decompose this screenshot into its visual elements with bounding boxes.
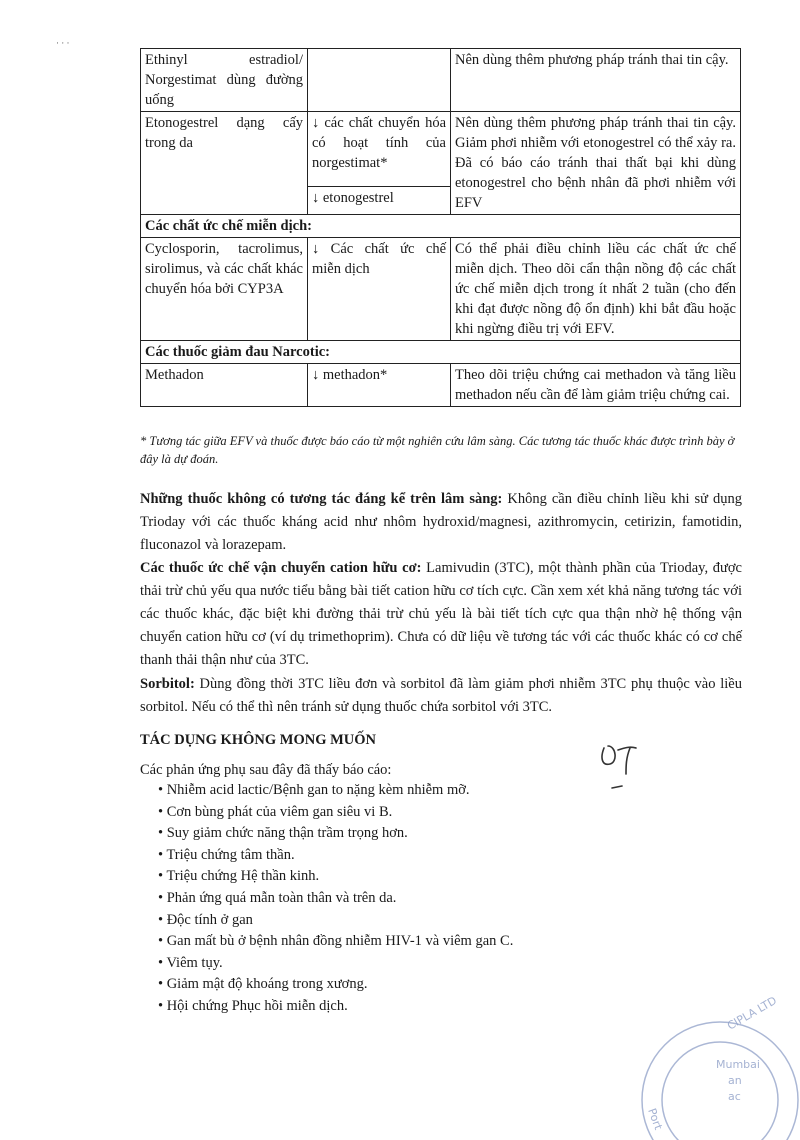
company-stamp [610, 990, 800, 1140]
list-item: • Phản ứng quá mẫn toàn thân và trên da. [158, 888, 513, 910]
paragraph-sorbitol [140, 673, 742, 719]
table-row [141, 112, 741, 187]
table-row [141, 364, 741, 407]
paragraph-cation-transport [140, 557, 742, 672]
group-heading: Các thuốc giảm đau Narcotic: [141, 341, 741, 364]
effect-cell: ↓ methadon* [308, 364, 451, 407]
list-item: • Viêm tụy. [158, 953, 513, 975]
table-group-row [141, 215, 741, 238]
table-row [141, 238, 741, 341]
list-item: • Gan mất bù ở bệnh nhân đồng nhiễm HIV-1 và viêm gan C. [158, 931, 513, 953]
drug-cell: Cyclosporin, tacrolimus, sirolimus, và các chất khác chuyển hóa bởi CYP3A [141, 238, 308, 341]
stamp-label: CIPLA LTD [725, 993, 779, 1033]
list-item: • Suy giảm chức năng thận trầm trọng hơn. [158, 823, 513, 845]
paragraph-heading: Sorbitol: [140, 676, 195, 692]
stamp-label: Mumbai [716, 1058, 760, 1071]
section-title: TÁC DỤNG KHÔNG MONG MUỐN [140, 732, 377, 748]
effect-cell [308, 49, 451, 112]
effect-cell: ↓ etonogestrel [308, 187, 451, 215]
stamp-label: ac [728, 1090, 741, 1103]
paragraph-heading: Những thuốc không có tương tác đáng kể trên lâm sàng: [140, 491, 503, 507]
list-item: • Triệu chứng tâm thần. [158, 845, 513, 867]
list-item: • Hội chứng Phục hồi miễn dịch. [158, 996, 513, 1018]
drug-cell: Ethinyl estradiol/ Norgestimat dùng đường uống [141, 49, 308, 112]
list-item: • Giảm mật độ khoáng trong xương. [158, 974, 513, 996]
paragraph-heading: Các thuốc ức chế vận chuyển cation hữu cơ: [140, 560, 422, 576]
stamp-label: Port [645, 1106, 665, 1132]
paragraph-no-interaction [140, 488, 742, 557]
table-footnote: * Tương tác giữa EFV và thuốc được báo cáo từ một nghiên cứu lâm sàng. Các tương tác thuốc khác được trình bày ở đây là dự đoán. [140, 434, 735, 466]
table-row [141, 49, 741, 112]
corner-mark: · · · [56, 38, 70, 48]
handwritten-signature [596, 736, 656, 796]
comment-cell: Theo dõi triệu chứng cai methadon và tăng liều methadon nếu cần để làm giảm triệu chứng cai. [451, 364, 741, 407]
section-intro: Các phản ứng phụ sau đây đã thấy báo cáo: [140, 762, 392, 778]
effect-cell: ↓ Các chất ức chế miễn dịch [308, 238, 451, 341]
table-group-row [141, 341, 741, 364]
list-item: • Độc tính ở gan [158, 910, 513, 932]
list-item: • Triệu chứng Hệ thần kinh. [158, 866, 513, 888]
list-item: • Cơn bùng phát của viêm gan siêu vi B. [158, 802, 513, 824]
drug-cell: Methadon [141, 364, 308, 407]
paragraph-text: Dùng đồng thời 3TC liều đơn và sorbitol đã làm giảm phơi nhiễm 3TC phụ thuộc vào liều sorbitol. Nếu có thể thì nên tránh sử dụng thuốc chứa sorbitol với 3TC. [140, 676, 742, 715]
group-heading: Các chất ức chế miễn dịch: [141, 215, 741, 238]
comment-cell: Nên dùng thêm phương pháp tránh thai tin cậy. [451, 49, 741, 112]
comment-cell: Nên dùng thêm phương pháp tránh thai tin cậy. Giảm phơi nhiễm với etonogestrel có thể xảy ra. Đã có báo cáo tránh thai thất bại khi dùng etonogestrel cho bệnh nhân đã phơi nhiễm với EFV [451, 112, 741, 215]
drug-interaction-table [140, 48, 741, 407]
list-item: • Nhiễm acid lactic/Bệnh gan to nặng kèm nhiễm mỡ. [158, 780, 513, 802]
paragraph-text: Không cần điều chỉnh liều khi sử dụng Trioday với các thuốc kháng acid như nhôm hydroxid/magnesi, azithromycin, cetirizin, famotidin, fluconazol và lorazepam. [140, 491, 742, 553]
comment-cell: Có thể phải điều chỉnh liều các chất ức chế miễn dịch. Theo dõi cẩn thận nồng độ các chất ức chế miễn dịch trong ít nhất 2 tuần (cho đến khi đạt được nồng độ ổn định) khi bắt đầu hoặc khi ngừng điều trị với EFV. [451, 238, 741, 341]
drug-cell: Etonogestrel dạng cấy trong da [141, 112, 308, 215]
effect-cell: ↓ các chất chuyển hóa có hoạt tính của norgestimat* [308, 112, 451, 187]
stamp-label: an [728, 1074, 742, 1087]
adverse-effects-list [158, 780, 513, 1018]
paragraph-text: Lamivudin (3TC), một thành phần của Trioday, được thải trừ chủ yếu qua nước tiểu bằng bài tiết cation hữu cơ tích cực. Cần xem xét khả năng tương tác với các thuốc khác, đặc biệt khi đường thải trừ chủ yếu là bài tiết tích cực qua thận nhờ hệ thống vận chuyển cation hữu cơ (ví dụ trimethoprim). Chưa có dữ liệu về tương tác với các thuốc khác có cơ chế thanh thải thận như của 3TC. [140, 560, 742, 668]
